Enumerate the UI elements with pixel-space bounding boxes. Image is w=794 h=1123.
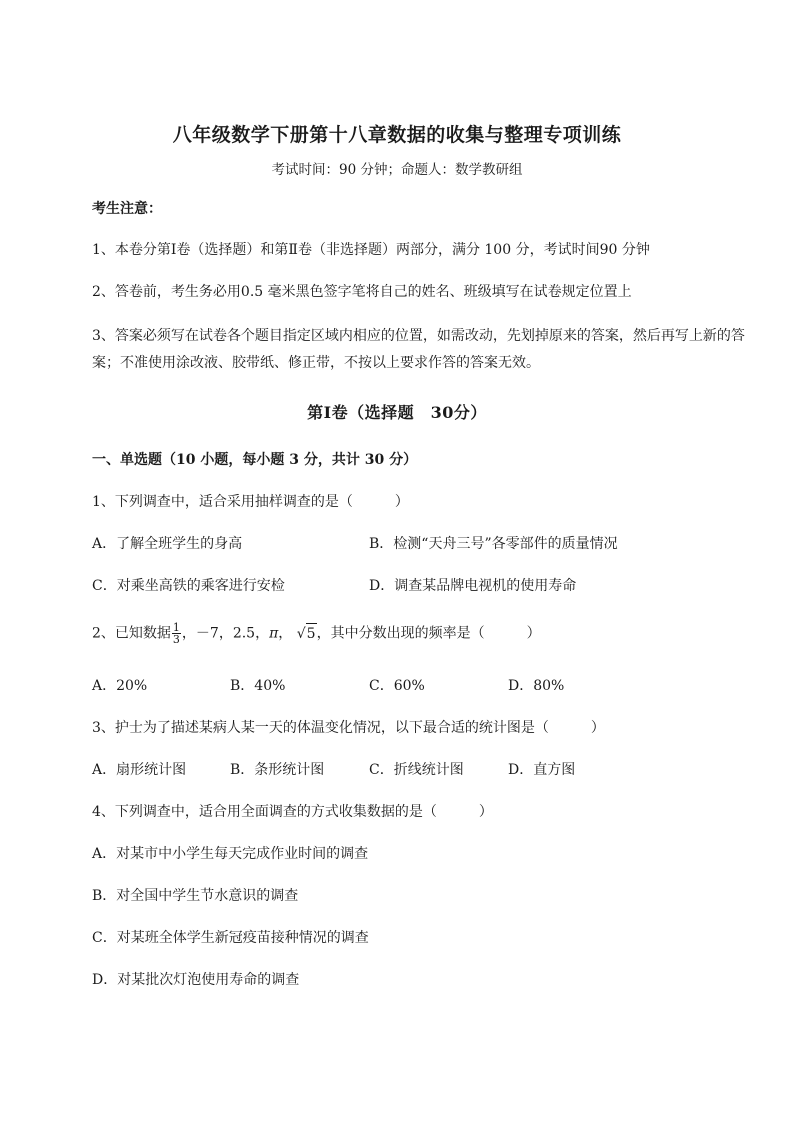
question-4-option-d: D．对某批次灯泡使用寿命的调查 [92, 972, 300, 988]
question-1-stem: 1、下列调查中，适合采用抽样调查的是（ ） [92, 494, 409, 510]
part-heading: 一、单选题（10 小题，每小题 3 分，共计 30 分） [92, 452, 418, 468]
question-1-option-a: A．了解全班学生的身高 [92, 536, 243, 552]
notice-item-2: 2、答卷前，考生务必用0.5 毫米黑色签字笔将自己的姓名、班级填写在试卷规定位置上 [92, 284, 632, 300]
question-4-option-c: C．对某班全体学生新冠疫苗接种情况的调查 [92, 930, 369, 946]
exam-info: 考试时间：90 分钟；命题人：数学教研组 [271, 162, 523, 178]
fraction-denominator: 3 [172, 633, 180, 646]
question-2-stem-suffix: ，其中分数出现的频率是（ ） [316, 625, 541, 642]
question-3-option-b: B．条形统计图 [230, 762, 325, 778]
question-4-stem: 4、下列调查中，适合用全面调查的方式收集数据的是（ ） [92, 804, 493, 820]
question-4-option-a: A．对某市中小学生每天完成作业时间的调查 [92, 846, 369, 862]
question-2-option-b: B．40% [230, 678, 286, 694]
radical-sign: √ [296, 625, 306, 642]
question-1-option-b: B．检测“天舟三号”各零部件的质量情况 [369, 536, 618, 552]
sqrt-five [297, 623, 317, 644]
question-4-option-b: B．对全国中学生节水意识的调查 [92, 888, 299, 904]
question-3-option-c: C．折线统计图 [369, 762, 464, 778]
question-2-option-a: A．20% [92, 678, 148, 694]
question-1-option-c: C．对乘坐高铁的乘客进行安检 [92, 578, 285, 594]
radicand: 5 [306, 623, 317, 644]
notice-item-3: 3、答案必须写在试卷各个题目指定区域内相应的位置，如需改动，先划掉原来的答案，然后再写上新的答案；不准使用涂改液、胶带纸、修正带，不按以上要求作答的答案无效。 [92, 328, 745, 371]
pi-symbol: π [269, 625, 279, 642]
section-title: 第Ⅰ卷（选择题 30分） [307, 403, 487, 422]
question-2-option-c: C．60% [369, 678, 425, 694]
question-3-stem: 3、护士为了描述某病人某一天的体温变化情况，以下最合适的统计图是（ ） [92, 720, 605, 736]
question-2-option-d: D．80% [508, 678, 565, 694]
notice-item-1: 1、本卷分第Ⅰ卷（选择题）和第Ⅱ卷（非选择题）两部分，满分 100 分，考试时间90 分钟 [92, 242, 650, 258]
question-2-stem-mid: ，－7，2.5， [181, 625, 270, 642]
question-1-option-d: D．调查某品牌电视机的使用寿命 [369, 578, 577, 594]
notice-heading: 考生注意： [92, 201, 162, 217]
page-title: 八年级数学下册第十八章数据的收集与整理专项训练 [172, 124, 622, 146]
question-3-option-a: A．扇形统计图 [92, 762, 187, 778]
question-2-stem-prefix: 2、已知数据 [92, 625, 171, 642]
question-2-separator: ， [278, 625, 293, 642]
question-3-option-d: D．直方图 [508, 762, 576, 778]
fraction-numerator: 1 [172, 621, 180, 634]
question-2-stem [92, 622, 541, 645]
fraction-one-third [172, 622, 181, 645]
